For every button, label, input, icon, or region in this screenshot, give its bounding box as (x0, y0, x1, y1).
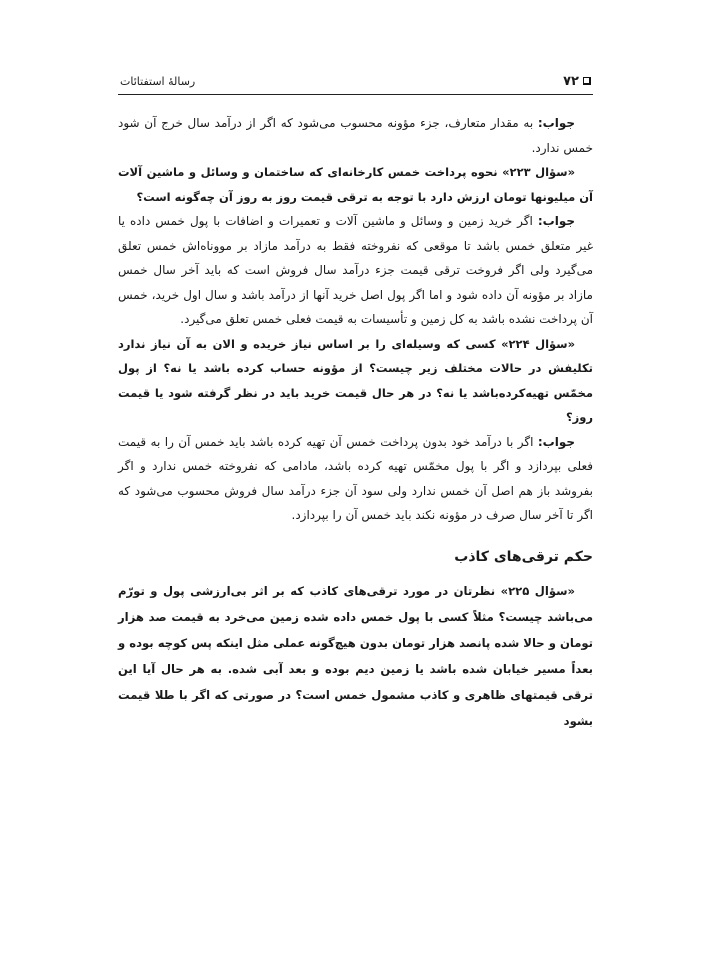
answer-label: جواب: (537, 434, 575, 449)
question-224: «سؤال ۲۲۴» کسی که وسیله‌ای را بر اساس نیاز خریده و الان به آن نیاز ندارد تکلیفش در حالات مختلف زیر چیست؟ از مؤونه حساب کرده باشد یا نه؟ از پول مخمّس تهیه‌کرده‌باشد یا نه؟ در هر حال قیمت خرید باید در نظر گرفته شود یا قیمت روز؟ (118, 336, 593, 424)
answer-paragraph (118, 111, 593, 160)
page-body (118, 111, 593, 734)
page-header (118, 70, 593, 95)
page-box-icon (583, 77, 591, 85)
answer-224-paragraph (118, 430, 593, 528)
page-number: ۷۲ (563, 73, 579, 89)
document-page (118, 70, 593, 734)
question-223: «سؤال ۲۲۳» نحوه پرداخت خمس کارخانه‌ای که ساختمان و وسائل و ماشین آلات آن میلیونها تومان ارزش دارد با توجه به ترقی قیمت روز به روز آن چه‌گونه است؟ (118, 165, 593, 204)
question-225: «سؤال ۲۲۵» نظرتان در مورد ترقی‌های کاذب که بر اثر بی‌ارزشی پول و تورّم می‌باشد چیست؟ مثلاً کسی با پول خمس داده شده زمین می‌خرد به قیمت صد هزار تومان و حالا شده پانصد هزار تومان بدون هیچ‌گونه عملی مثل اینکه پس کوچه بوده و بعداً مسیر خیابان شده باشد یا زمین دیم بوده و بعد آبی شده. به هر حال آیا این ترقی قیمتهای ظاهری و کاذب مشمول خمس است؟ در صورتی که اگر با طلا قیمت بشود (118, 583, 593, 728)
answer-text: به مقدار متعارف، جزء مؤونه محسوب می‌شود که اگر از درآمد سال خرج آن شود خمس ندارد. (118, 116, 593, 155)
answer-label: جواب: (537, 214, 575, 228)
answer-text: اگر با درآمد خود بدون پرداخت خمس آن تهیه کرده باشد باید خمس آن را به قیمت فعلی بپردازد و اگر با پول مخمّس تهیه کرده باشد، مادامی که نفروخته خمس ندارد و اگر بفروشد باز هم اصل آن خمس ندارد ولی سود آن جزء درآمد سال فروش محسوب می‌شود که اگر تا آخر سال صرف در مؤونه نکند باید خمس آن را بپردازد. (118, 434, 593, 522)
section-heading: حکم ترقی‌های کاذب (454, 548, 593, 565)
answer-text: اگر خرید زمین و وسائل و ماشین آلات و تعمیرات و اضافات با پول خمس داده یا غیر متعلق خمس باشد تا موقعی که نفروخته فقط به درآمد مازاد بر مووناه‌اش خمس تعلق می‌گیرد ولی اگر فروخت ترقی قیمت جزء درآمد سال فروش است که باید آخر سال خمس مازاد بر مؤونه آن داده شود و اما اگر پول اصل خرید آنها از درآمد باشد و سال اول خرید، خمس آن پرداخت نشده باشد به کل زمین و تأسیسات به قیمت فعلی خمس تعلق می‌گیرد. (118, 214, 593, 326)
answer-223-paragraph (118, 209, 593, 332)
running-title: رسالۀ استفتائات (120, 74, 196, 88)
answer-label: جواب: (537, 116, 575, 130)
page-number-block (563, 74, 591, 89)
